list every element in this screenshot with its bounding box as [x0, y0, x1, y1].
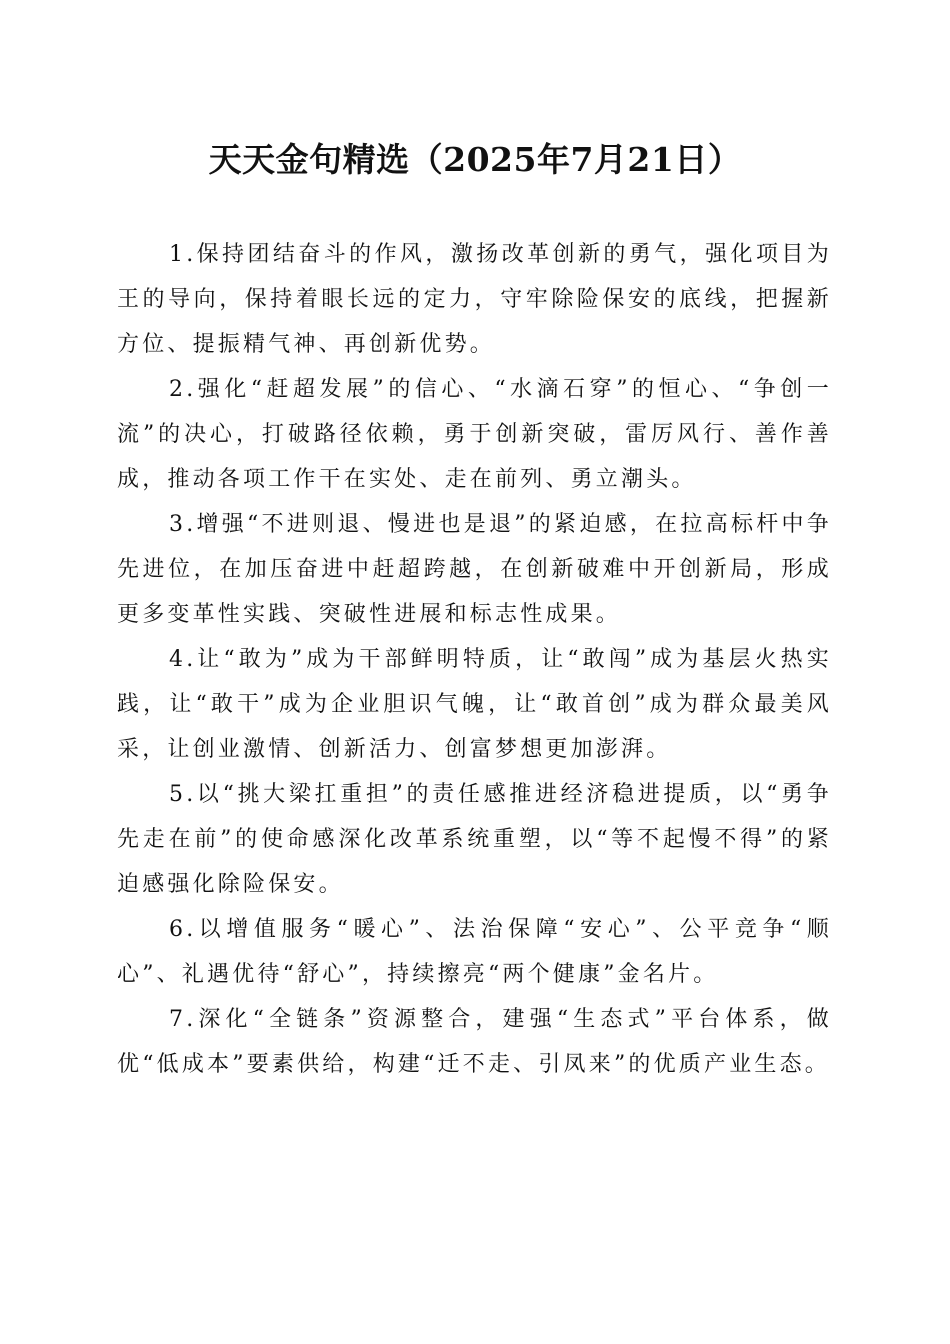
quote-paragraph-2: 2.强化“赶超发展”的信心、“水滴石穿”的恒心、“争创一流”的决心，打破路径依赖，勇于创新突破，雷厉风行、善作善成，推动各项工作干在实处、走在前列、勇立潮头。 [117, 377, 832, 492]
quote-paragraph-4: 4.让“敢为”成为干部鲜明特质，让“敢闯”成为基层火热实践，让“敢干”成为企业胆识气魄，让“敢首创”成为群众最美风采，让创业激情、创新活力、创富梦想更加澎湃。 [117, 647, 832, 762]
quote-paragraph-3: 3.增强“不进则退、慢进也是退”的紧迫感，在拉高标杆中争先进位，在加压奋进中赶超跨越，在创新破难中开创新局，形成更多变革性实践、突破性进展和标志性成果。 [117, 512, 832, 627]
quote-paragraph-6: 6.以增值服务“暖心”、法治保障“安心”、公平竞争“顺心”、礼遇优待“舒心”，持续擦亮“两个健康”金名片。 [117, 917, 832, 987]
document-title: 天天金句精选（2025年7月21日） [208, 140, 742, 179]
quote-paragraph-7: 7.深化“全链条”资源整合，建强“生态式”平台体系，做优“低成本”要素供给，构建“迁不走、引凤来”的优质产业生态。 [117, 1007, 832, 1077]
document-body [117, 232, 832, 1087]
quote-paragraph-5: 5.以“挑大梁扛重担”的责任感推进经济稳进提质，以“勇争先走在前”的使命感深化改革系统重塑，以“等不起慢不得”的紧迫感强化除险保安。 [117, 782, 832, 897]
quote-paragraph-1: 1.保持团结奋斗的作风，激扬改革创新的勇气，强化项目为王的导向，保持着眼长远的定力，守牢除险保安的底线，把握新方位、提振精气神、再创新优势。 [117, 242, 832, 357]
